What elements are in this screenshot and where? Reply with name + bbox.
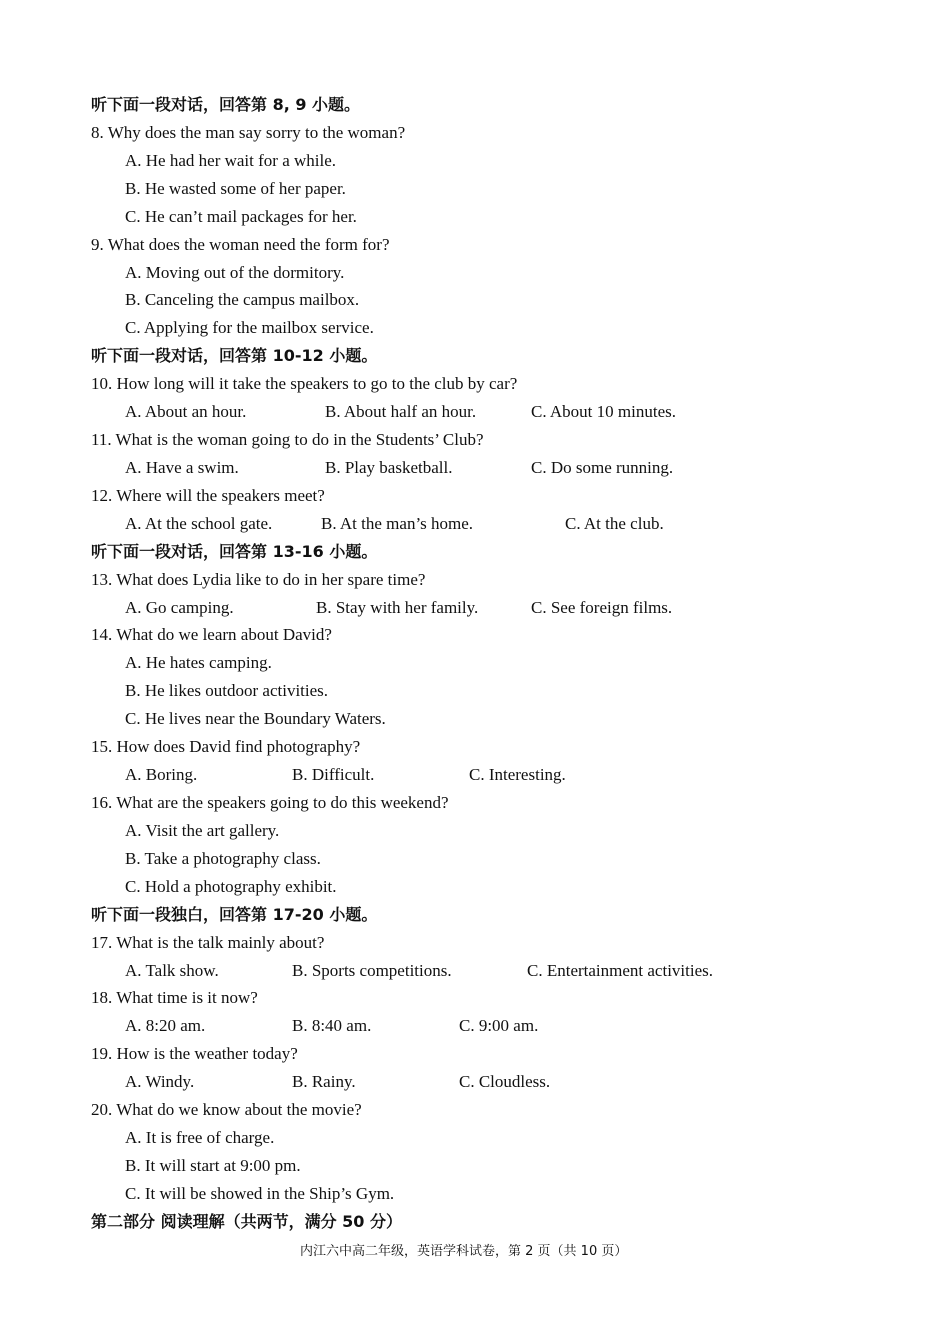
question-text: 19. How is the weather today?	[91, 1044, 298, 1064]
answer-option: B. Sports competitions.	[292, 960, 452, 980]
section-heading-text: 听下面一段对话，回答第 8, 9 小题。	[91, 95, 361, 114]
answer-option: C. Hold a photography exhibit.	[125, 876, 337, 896]
answer-option: C. It will be showed in the Ship’s Gym.	[125, 1183, 395, 1203]
answer-option: A. Moving out of the dormitory.	[125, 262, 345, 282]
answer-option: B. He likes outdoor activities.	[125, 681, 329, 701]
question-text: 14. What do we learn about David?	[91, 625, 332, 645]
answer-option: A. Visit the art gallery.	[125, 820, 280, 840]
answer-option: C. About 10 minutes.	[531, 402, 676, 422]
answer-option: B. Difficult.	[292, 765, 375, 785]
answer-option: C. Interesting.	[469, 765, 566, 785]
answer-option: A. Go camping.	[125, 597, 234, 617]
answer-option: A. Windy.	[125, 1072, 195, 1092]
question-text: 10. How long will it take the speakers to go to the club by car?	[91, 374, 518, 394]
answer-option: B. Play basketball.	[325, 457, 453, 477]
question-text: 13. What does Lydia like to do in her spare time?	[91, 569, 426, 589]
question-text: 15. How does David find photography?	[91, 737, 361, 757]
footer-text: 内江六中高二年级，英语学科试卷，第 2 页（共 10 页）	[300, 1244, 628, 1259]
answer-option: C. He can’t mail packages for her.	[125, 206, 357, 226]
answer-option: C. Applying for the mailbox service.	[125, 318, 374, 338]
answer-option: B. Stay with her family.	[316, 597, 479, 617]
answer-option: B. Canceling the campus mailbox.	[125, 290, 360, 310]
answer-option: A. Boring.	[125, 765, 198, 785]
section-heading-text: 听下面一段对话，回答第 10-12 小题。	[91, 346, 378, 366]
question-text: 8. Why does the man say sorry to the woman?	[91, 122, 406, 142]
answer-option: A. At the school gate.	[125, 513, 273, 533]
answer-option: A. Talk show.	[125, 960, 219, 980]
answer-option: C. Cloudless.	[459, 1072, 551, 1092]
question-text: 18. What time is it now?	[91, 988, 258, 1008]
question-text: 11. What is the woman going to do in the Students’ Club?	[91, 430, 484, 450]
answer-option: C. Entertainment activities.	[527, 960, 714, 980]
question-text: 16. What are the speakers going to do this weekend?	[91, 793, 449, 812]
answer-option: A. 8:20 am.	[125, 1016, 206, 1036]
section-heading-text: 听下面一段独白，回答第 17-20 小题。	[91, 904, 378, 924]
answer-option: A. Have a swim.	[125, 457, 239, 477]
answer-option: B. About half an hour.	[325, 402, 477, 422]
answer-option: A. He hates camping.	[125, 653, 272, 673]
answer-option: B. 8:40 am.	[292, 1016, 372, 1036]
answer-option: B. Take a photography class.	[125, 848, 321, 868]
question-text: 17. What is the talk mainly about?	[91, 932, 325, 952]
answer-option: C. At the club.	[565, 513, 664, 533]
answer-option: A. He had her wait for a while.	[125, 150, 337, 170]
answer-option: C. 9:00 am.	[459, 1016, 539, 1036]
answer-option: A. It is free of charge.	[125, 1128, 275, 1148]
answer-option: C. Do some running.	[531, 457, 674, 477]
question-text: 9. What does the woman need the form for?	[91, 234, 390, 254]
part-heading-text: 第二部分 阅读理解（共两节，满分 50 分）	[91, 1211, 402, 1231]
question-text: 20. What do we know about the movie?	[91, 1100, 362, 1120]
question-text: 12. Where will the speakers meet?	[91, 485, 325, 505]
answer-option: B. He wasted some of her paper.	[125, 178, 346, 198]
answer-option: C. He lives near the Boundary Waters.	[125, 709, 386, 729]
answer-option: B. At the man’s home.	[321, 513, 474, 533]
answer-option: A. About an hour.	[125, 402, 247, 422]
section-heading-text: 听下面一段对话，回答第 13-16 小题。	[91, 541, 378, 561]
answer-option: C. See foreign films.	[531, 597, 673, 617]
answer-option: B. It will start at 9:00 pm.	[125, 1155, 301, 1175]
answer-option: B. Rainy.	[292, 1072, 356, 1092]
